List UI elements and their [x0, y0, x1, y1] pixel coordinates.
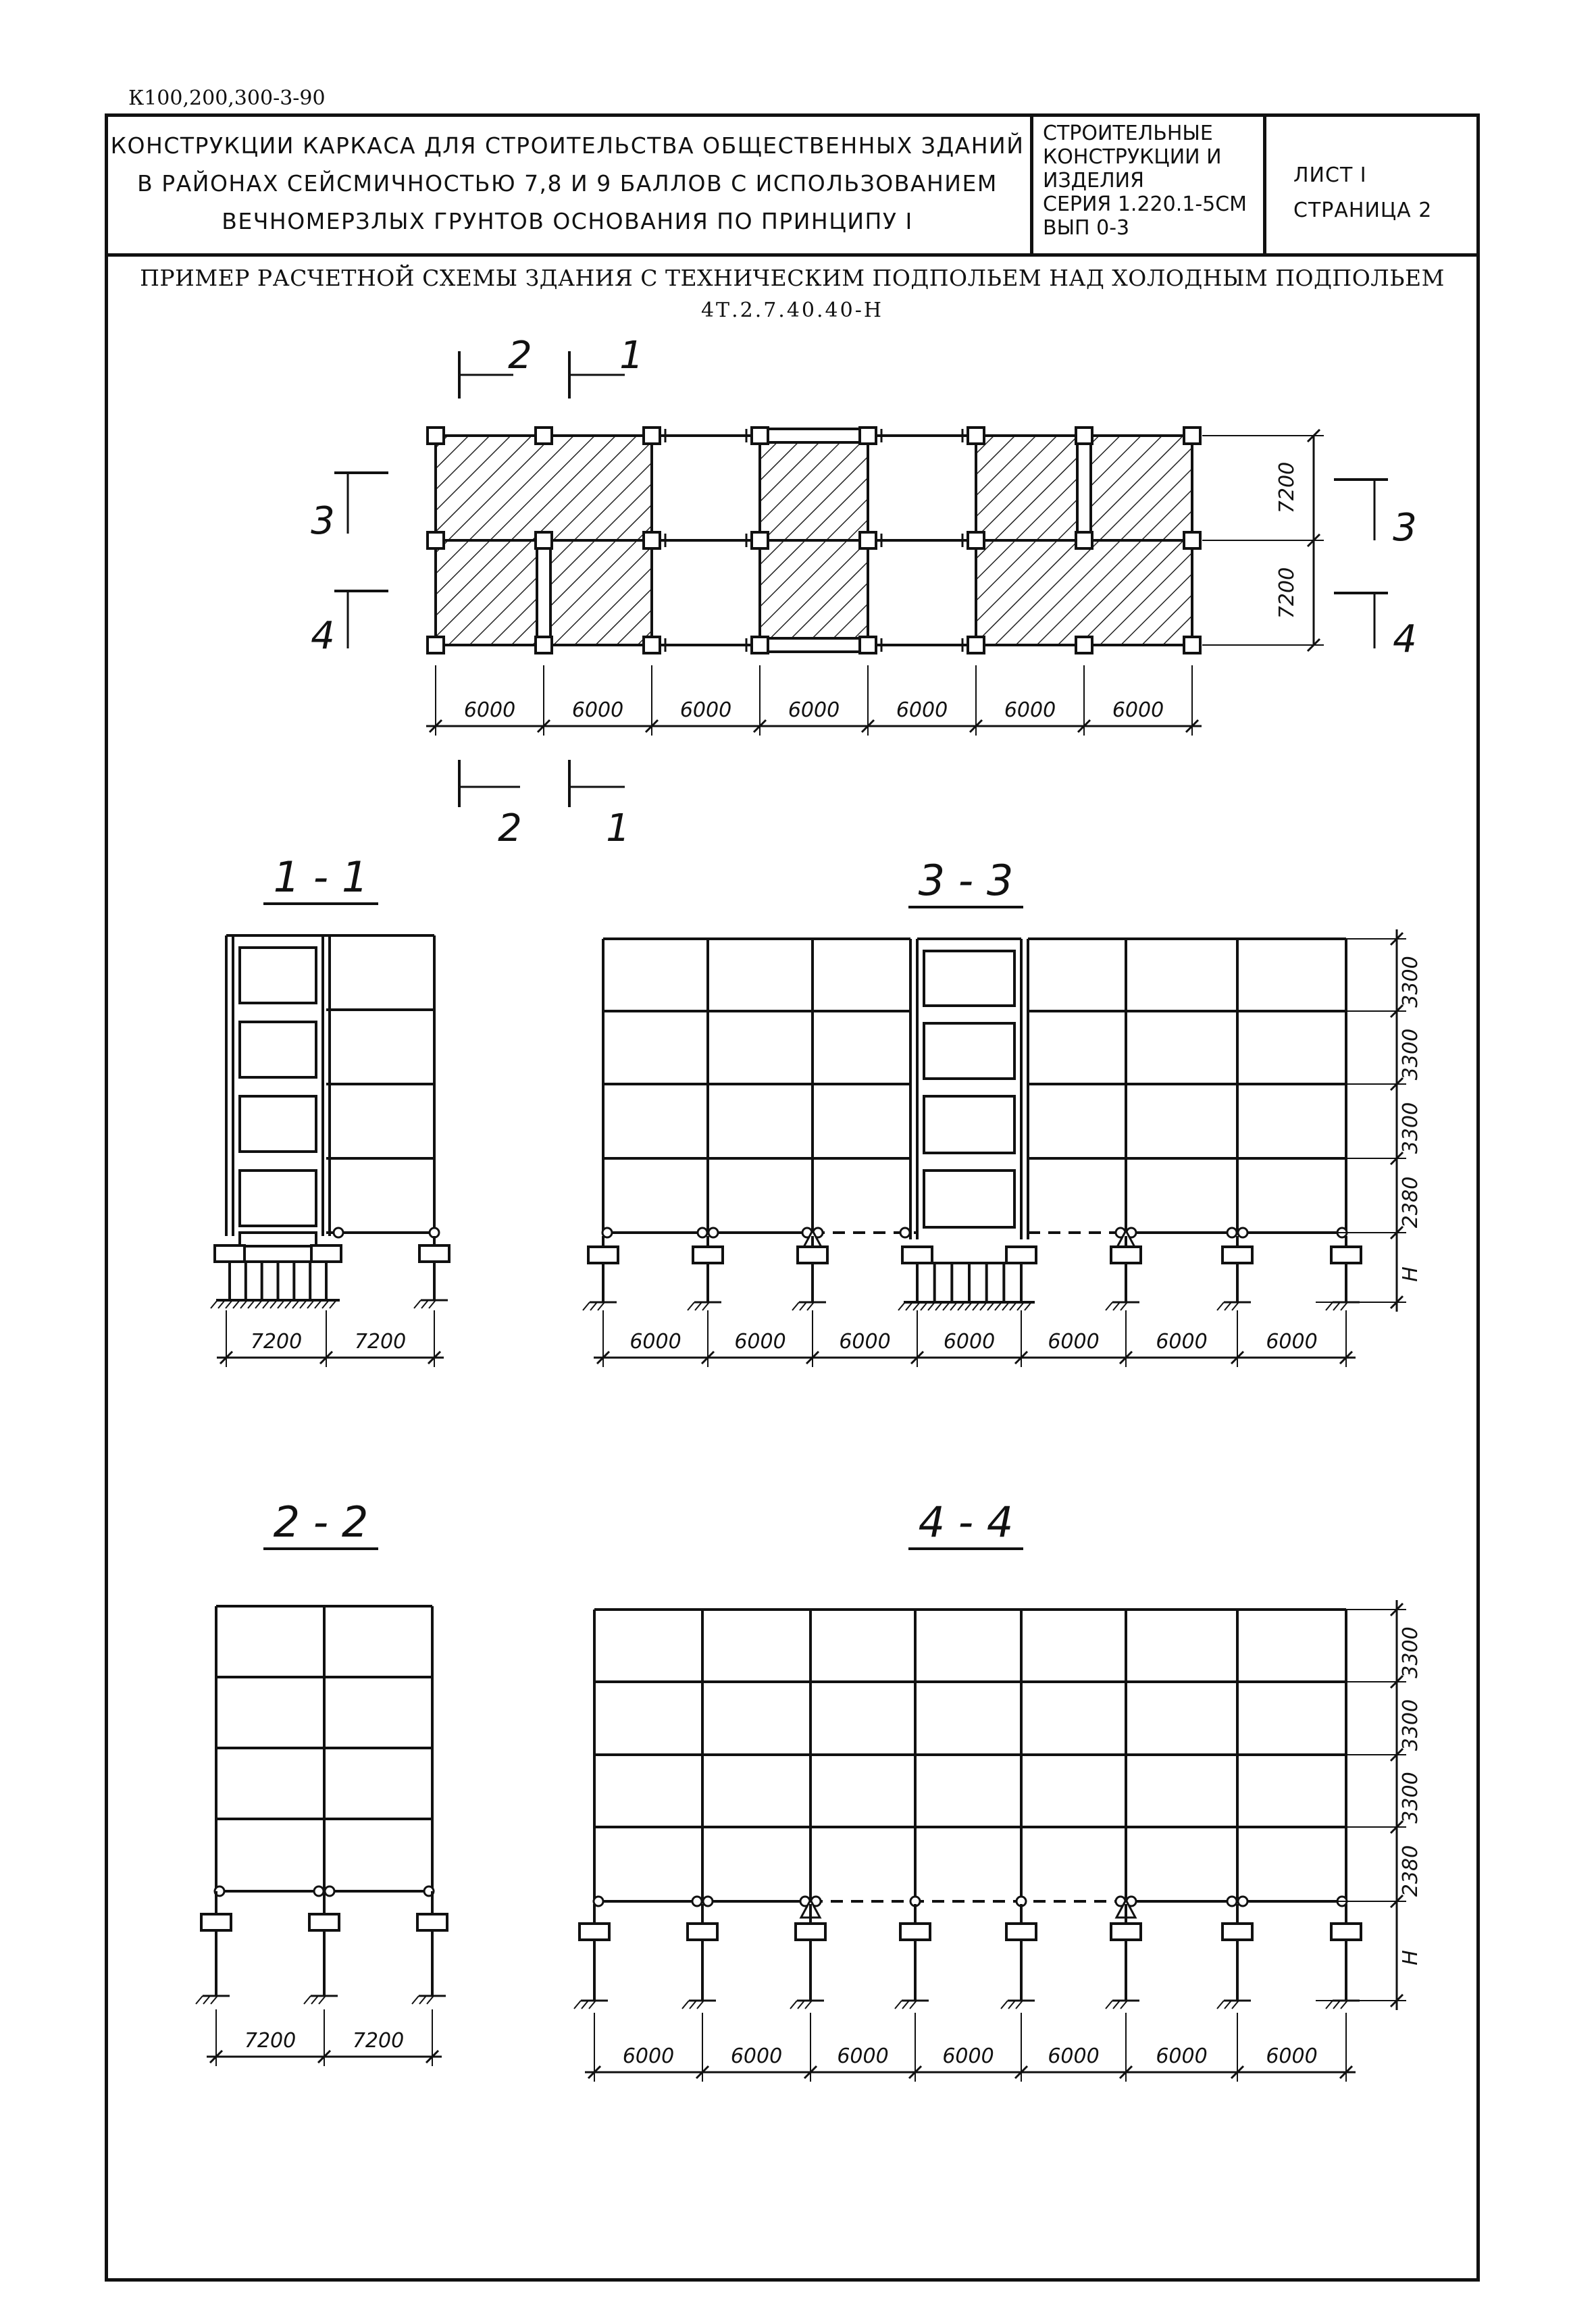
- wall-panel: [924, 1096, 1014, 1153]
- pile-cap: [1222, 1924, 1252, 1940]
- plan-column: [752, 532, 768, 548]
- hinge-node: [698, 1228, 707, 1237]
- pile-cap: [1006, 1247, 1036, 1263]
- series-line-4: СЕРИЯ 1.220.1-5СМ: [1043, 192, 1247, 216]
- ground-hatch: [429, 1300, 436, 1308]
- pile-cap: [419, 1245, 449, 1262]
- ground-hatch: [196, 1996, 203, 2004]
- pile-cap: [796, 1924, 825, 1940]
- pile-cap: [1331, 1924, 1361, 1940]
- ground-hatch: [1217, 2001, 1224, 2009]
- span-dimension-label: 6000: [1004, 698, 1056, 722]
- ground-hatch: [427, 1996, 434, 2004]
- ground-hatch: [421, 1300, 428, 1308]
- shear-wall: [760, 429, 868, 442]
- pile-cap: [580, 1924, 609, 1940]
- section-title: 3 - 3: [918, 856, 1014, 905]
- span-dimension-label: 6000: [734, 1330, 786, 1354]
- span-dimension-label: 7200: [244, 2029, 297, 2053]
- plan-column: [1076, 637, 1092, 653]
- wall-panel: [240, 1171, 316, 1226]
- section-cut-label: 2: [498, 806, 522, 850]
- ground-hatch: [790, 2001, 797, 2009]
- ground-hatch: [412, 1996, 419, 2004]
- ground-hatch: [688, 1302, 694, 1310]
- sheet-number: ЛИСТ I: [1293, 163, 1367, 187]
- ground-hatch: [582, 2001, 588, 2009]
- hinge-node: [1238, 1897, 1247, 1906]
- ground-hatch: [1113, 2001, 1120, 2009]
- wall-panel: [240, 1096, 316, 1152]
- span-dimension-label: 6000: [839, 1330, 891, 1354]
- ground-hatch: [1232, 1302, 1239, 1310]
- ground-hatch: [311, 1996, 318, 2004]
- pile-cap: [311, 1245, 341, 1262]
- ground-hatch: [1217, 1302, 1224, 1310]
- ground-hatch: [798, 2001, 804, 2009]
- plan-column: [428, 532, 444, 548]
- plan-column: [1184, 532, 1200, 548]
- shear-wall: [1077, 436, 1091, 540]
- pile-cap: [798, 1247, 827, 1263]
- height-dimension-label: 3300: [1399, 1028, 1422, 1081]
- hinge-node: [703, 1897, 713, 1906]
- span-dimension-label: 6000: [730, 2045, 783, 2068]
- plan-column: [1076, 428, 1092, 444]
- ground-hatch: [682, 2001, 689, 2009]
- hinge-node: [334, 1228, 343, 1237]
- plan-column: [752, 637, 768, 653]
- plan-height-label: 7200: [1275, 461, 1299, 514]
- ground-hatch: [1232, 2001, 1239, 2009]
- height-dimension-label: 3300: [1399, 1626, 1422, 1678]
- plan-column: [860, 532, 876, 548]
- span-dimension-label: 6000: [1048, 2045, 1100, 2068]
- document-code: К100,200,300-3-90: [128, 86, 326, 110]
- ground-hatch: [211, 1300, 217, 1308]
- height-dimension-label: 3300: [1399, 1699, 1422, 1751]
- drawing-heading: ПРИМЕР РАСЧЕТНОЙ СХЕМЫ ЗДАНИЯ С ТЕХНИЧЕСКИМ ПОДПОЛЬЕМ НАД ХОЛОДНЫМ ПОДПОЛЬЕМ: [140, 265, 1445, 291]
- height-dimension-label: Н: [1399, 1266, 1422, 1282]
- ground-hatch: [1333, 2001, 1340, 2009]
- wall-panel: [240, 948, 316, 1003]
- hinge-node: [314, 1886, 324, 1896]
- hinge-node: [900, 1228, 910, 1237]
- ground-hatch: [1333, 1302, 1340, 1310]
- plan-column: [1184, 428, 1200, 444]
- ground-hatch: [702, 1302, 709, 1310]
- plan-column: [968, 428, 984, 444]
- ground-hatch: [1341, 1302, 1347, 1310]
- section-cut-label: 4: [1393, 617, 1417, 661]
- ground-hatch: [419, 1996, 426, 2004]
- span-dimension-label: 6000: [1112, 698, 1164, 722]
- ground-hatch: [697, 2001, 704, 2009]
- plan-column: [536, 428, 552, 444]
- plan-column: [860, 428, 876, 444]
- plan-column: [1076, 532, 1092, 548]
- span-dimension-label: 7200: [354, 1330, 407, 1354]
- section-cut-label: 4: [311, 614, 335, 658]
- ground-hatch: [898, 1302, 905, 1310]
- span-dimension-label: 6000: [943, 1330, 996, 1354]
- ground-hatch: [203, 1996, 210, 2004]
- pile-cap: [1331, 1247, 1361, 1263]
- page-number: СТРАНИЦА 2: [1293, 199, 1433, 222]
- shear-wall: [760, 638, 868, 652]
- hinge-node: [430, 1228, 439, 1237]
- ground-hatch: [304, 1996, 311, 2004]
- plan-column: [536, 637, 552, 653]
- section-cut-label: 3: [1393, 506, 1417, 550]
- ground-hatch: [1016, 2001, 1023, 2009]
- pile-cap: [693, 1247, 723, 1263]
- section-cut-label: 2: [508, 334, 532, 378]
- ground-hatch: [589, 2001, 596, 2009]
- ground-hatch: [1121, 1302, 1127, 1310]
- ground-hatch: [800, 1302, 806, 1310]
- wall-panel: [924, 951, 1014, 1006]
- section-cut-label: 1: [606, 806, 630, 850]
- height-dimension-label: Н: [1399, 1950, 1422, 1965]
- pile-cap: [201, 1914, 231, 1930]
- title-line-3: ВЕЧНОМЕРЗЛЫХ ГРУНТОВ ОСНОВАНИЯ ПО ПРИНЦИПУ I: [222, 207, 913, 234]
- span-dimension-label: 6000: [942, 2045, 994, 2068]
- span-dimension-label: 6000: [629, 1330, 681, 1354]
- floor-plan: [311, 334, 1417, 850]
- pile-cap: [1222, 1247, 1252, 1263]
- height-dimension-label: 3300: [1399, 956, 1422, 1008]
- wall-panel: [240, 1022, 316, 1077]
- span-dimension-label: 6000: [679, 698, 732, 722]
- span-dimension-label: 6000: [896, 698, 948, 722]
- pile-cap: [1006, 1924, 1036, 1940]
- section-2-2: [196, 1497, 447, 2066]
- ground-hatch: [1113, 1302, 1120, 1310]
- ground-hatch: [1341, 2001, 1347, 2009]
- pile-cap: [688, 1924, 717, 1940]
- span-dimension-label: 6000: [622, 2045, 675, 2068]
- span-dimension-label: 6000: [1156, 2045, 1208, 2068]
- ground-hatch: [1008, 2001, 1015, 2009]
- section-title: 1 - 1: [273, 852, 369, 902]
- hinge-node: [1238, 1228, 1247, 1237]
- hinge-node: [692, 1897, 702, 1906]
- span-dimension-label: 6000: [837, 2045, 889, 2068]
- plan-column: [536, 532, 552, 548]
- section-title: 4 - 4: [918, 1497, 1014, 1547]
- series-line-1: СТРОИТЕЛЬНЫЕ: [1043, 122, 1213, 145]
- title-line-1: КОНСТРУКЦИИ КАРКАСА ДЛЯ СТРОИТЕЛЬСТВА ОБЩЕСТВЕННЫХ ЗДАНИЙ: [110, 132, 1025, 159]
- hinge-node: [709, 1228, 718, 1237]
- height-dimension-label: 2380: [1399, 1845, 1422, 1897]
- plan-column: [860, 637, 876, 653]
- ground-hatch: [574, 2001, 581, 2009]
- pile-cap: [900, 1924, 930, 1940]
- ground-hatch: [1225, 2001, 1231, 2009]
- ground-hatch: [902, 2001, 909, 2009]
- pile-cap: [902, 1247, 932, 1263]
- ground-hatch: [1106, 2001, 1112, 2009]
- wall-panel: [924, 1023, 1014, 1079]
- plan-column: [644, 637, 660, 653]
- ground-hatch: [792, 1302, 799, 1310]
- plan-column: [428, 637, 444, 653]
- section-title: 2 - 2: [273, 1497, 369, 1547]
- height-dimension-label: 3300: [1399, 1772, 1422, 1824]
- series-line-2: КОНСТРУКЦИИ И: [1043, 145, 1222, 169]
- plan-height-label: 7200: [1275, 567, 1299, 619]
- plan-column: [644, 532, 660, 548]
- ground-hatch: [910, 2001, 917, 2009]
- shear-wall: [537, 540, 550, 645]
- pile-cap: [588, 1247, 618, 1263]
- wall-panel: [924, 1171, 1014, 1227]
- span-dimension-label: 6000: [1048, 1330, 1100, 1354]
- drawing-subheading: 4Т.2.7.40.40-Н: [700, 299, 884, 322]
- span-dimension-label: 7200: [352, 2029, 405, 2053]
- pile-cap: [309, 1914, 339, 1930]
- section-4-4: [574, 1497, 1422, 2082]
- ground-hatch: [690, 2001, 696, 2009]
- ground-hatch: [1106, 1302, 1112, 1310]
- hinge-node: [1227, 1228, 1237, 1237]
- ground-hatch: [1225, 1302, 1231, 1310]
- section-3-3: [583, 856, 1422, 1367]
- plan-column: [1184, 637, 1200, 653]
- ground-hatch: [319, 1996, 326, 2004]
- ground-hatch: [1121, 2001, 1127, 2009]
- plan-column: [968, 637, 984, 653]
- pile-cap: [1111, 1247, 1141, 1263]
- ground-hatch: [414, 1300, 421, 1308]
- plan-column: [968, 532, 984, 548]
- title-line-2: В РАЙОНАХ СЕЙСМИЧНОСТЬЮ 7,8 И 9 БАЛЛОВ С ИСПОЛЬЗОВАНИЕМ: [137, 170, 998, 197]
- span-dimension-label: 6000: [463, 698, 516, 722]
- span-dimension-label: 6000: [1156, 1330, 1208, 1354]
- ground-hatch: [695, 1302, 702, 1310]
- plan-column: [752, 428, 768, 444]
- span-dimension-label: 6000: [1266, 2045, 1318, 2068]
- ground-hatch: [1326, 2001, 1333, 2009]
- ground-hatch: [211, 1996, 217, 2004]
- hinge-node: [1227, 1897, 1237, 1906]
- pile-cap: [1111, 1924, 1141, 1940]
- ground-hatch: [590, 1302, 597, 1310]
- ground-hatch: [583, 1302, 590, 1310]
- ground-hatch: [807, 1302, 814, 1310]
- span-dimension-label: 6000: [571, 698, 624, 722]
- section-1-1: [211, 852, 449, 1367]
- ground-hatch: [598, 1302, 604, 1310]
- series-line-5: ВЫП 0-3: [1043, 216, 1130, 240]
- height-dimension-label: 3300: [1399, 1102, 1422, 1154]
- ground-hatch: [805, 2001, 812, 2009]
- span-dimension-label: 6000: [788, 698, 840, 722]
- pile-cap: [417, 1914, 447, 1930]
- wall-panel: [240, 1233, 316, 1246]
- hinge-node: [325, 1886, 334, 1896]
- plan-column: [644, 428, 660, 444]
- hinge-node: [602, 1228, 612, 1237]
- span-dimension-label: 6000: [1266, 1330, 1318, 1354]
- height-dimension-label: 2380: [1399, 1176, 1422, 1229]
- ground-hatch: [1326, 1302, 1333, 1310]
- span-dimension-label: 7200: [250, 1330, 303, 1354]
- ground-hatch: [1001, 2001, 1008, 2009]
- section-cut-label: 3: [311, 499, 335, 543]
- section-cut-label: 1: [619, 334, 644, 378]
- pile-cap: [215, 1245, 244, 1262]
- plan-column: [428, 428, 444, 444]
- ground-hatch: [895, 2001, 902, 2009]
- series-line-3: ИЗДЕЛИЯ: [1043, 169, 1144, 192]
